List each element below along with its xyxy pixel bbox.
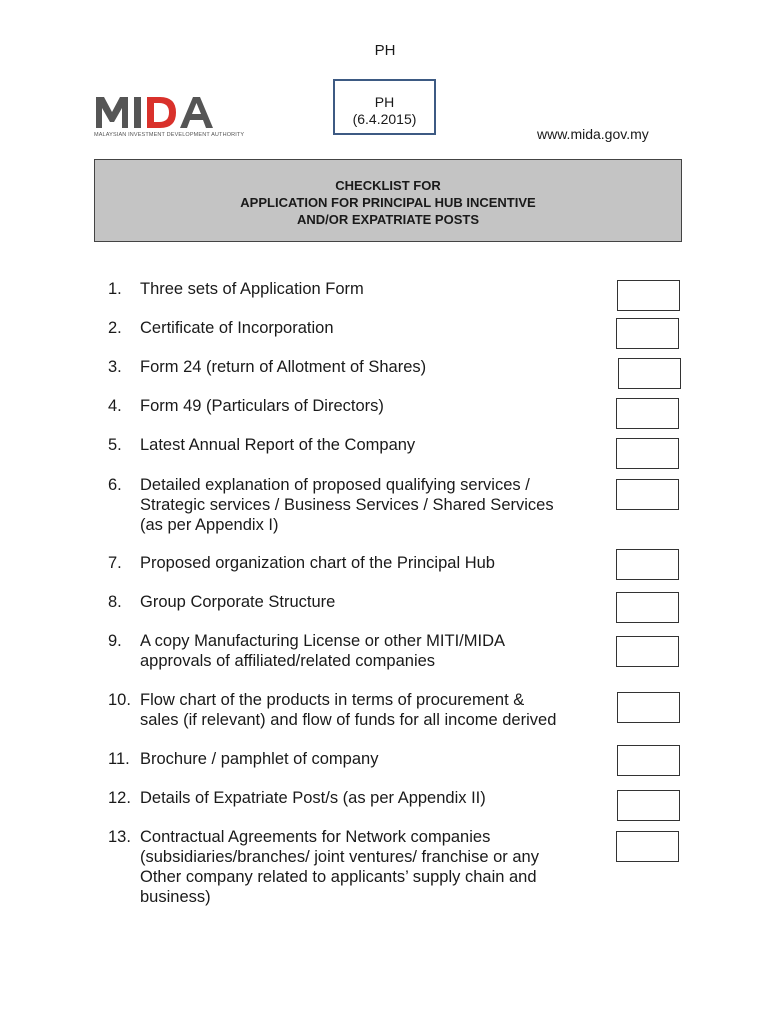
item-text-line: approvals of affiliated/related companies	[140, 652, 436, 670]
item-text	[140, 631, 610, 671]
item-text	[140, 357, 610, 377]
checkbox[interactable]	[616, 831, 679, 862]
checkbox[interactable]	[616, 398, 679, 429]
item-number: 4.	[108, 397, 122, 415]
item-number: 6.	[108, 476, 122, 494]
item-number: 5.	[108, 436, 122, 454]
checkbox[interactable]	[617, 790, 680, 821]
item-number: 8.	[108, 593, 122, 611]
form-code: PH	[374, 94, 395, 110]
item-text-line: Other company related to applicants’ supply chain and	[140, 868, 537, 886]
item-text	[140, 318, 610, 338]
website-url: www.mida.gov.my	[537, 126, 649, 142]
item-text	[140, 749, 610, 769]
logo-subtitle: MALAYSIAN INVESTMENT DEVELOPMENT AUTHORITY	[94, 132, 245, 138]
checkbox[interactable]	[616, 438, 679, 469]
item-text-line: Certificate of Incorporation	[140, 319, 334, 337]
item-text-line: A copy Manufacturing License or other MITI/MIDA	[140, 632, 505, 650]
item-text-line: (as per Appendix I)	[140, 516, 279, 534]
checkbox[interactable]	[616, 636, 679, 667]
title-box	[94, 159, 682, 242]
checkbox[interactable]	[616, 318, 679, 349]
item-text-line: Form 24 (return of Allotment of Shares)	[140, 358, 427, 376]
item-text	[140, 475, 610, 535]
item-text	[140, 435, 610, 455]
item-text-line: Three sets of Application Form	[140, 280, 364, 298]
checkbox[interactable]	[617, 745, 680, 776]
title-line-2: APPLICATION FOR PRINCIPAL HUB INCENTIVE	[240, 195, 536, 210]
checkbox[interactable]	[617, 692, 680, 723]
item-text-line: Proposed organization chart of the Principal Hub	[140, 554, 495, 572]
item-text-line: Latest Annual Report of the Company	[140, 436, 416, 454]
item-number: 2.	[108, 319, 122, 337]
form-date: (6.4.2015)	[352, 111, 417, 127]
item-text-line: Group Corporate Structure	[140, 593, 336, 611]
form-code-box	[333, 79, 436, 135]
item-number: 13.	[108, 828, 131, 846]
item-text-line: sales (if relevant) and flow of funds for all income derived	[140, 711, 557, 729]
item-number: 12.	[108, 789, 131, 807]
item-text-line: Contractual Agreements for Network companies	[140, 828, 491, 846]
title-line-1: CHECKLIST FOR	[335, 178, 441, 193]
item-text	[140, 592, 610, 612]
checkbox[interactable]	[616, 479, 679, 510]
item-number: 1.	[108, 280, 122, 298]
item-text-line: business)	[140, 888, 211, 906]
item-number: 3.	[108, 358, 122, 376]
item-text	[140, 788, 610, 808]
item-text-line: Details of Expatriate Post/s (as per Appendix II)	[140, 789, 486, 807]
item-text	[140, 553, 610, 573]
item-text-line: Form 49 (Particulars of Directors)	[140, 397, 384, 415]
item-number: 11.	[108, 750, 130, 768]
item-text	[140, 279, 610, 299]
title-line-3: AND/OR EXPATRIATE POSTS	[296, 212, 479, 227]
item-text-line: Strategic services / Business Services / Shared Services	[140, 496, 554, 514]
item-text-line: (subsidiaries/branches/ joint ventures/ franchise or any	[140, 848, 539, 866]
item-number: 7.	[108, 554, 122, 572]
item-text-line: Flow chart of the products in terms of procurement &	[140, 691, 525, 709]
item-text	[140, 690, 610, 730]
item-text-line: Detailed explanation of proposed qualifying services /	[140, 476, 530, 494]
checkbox[interactable]	[616, 549, 679, 580]
item-text	[140, 396, 610, 416]
checkbox[interactable]	[618, 358, 681, 389]
checkbox[interactable]	[616, 592, 679, 623]
item-text	[140, 827, 610, 907]
checkbox[interactable]	[617, 280, 680, 311]
item-number: 10.	[108, 691, 131, 709]
item-number: 9.	[108, 632, 122, 650]
document-code: PH	[374, 42, 396, 59]
item-text-line: Brochure / pamphlet of company	[140, 750, 379, 768]
